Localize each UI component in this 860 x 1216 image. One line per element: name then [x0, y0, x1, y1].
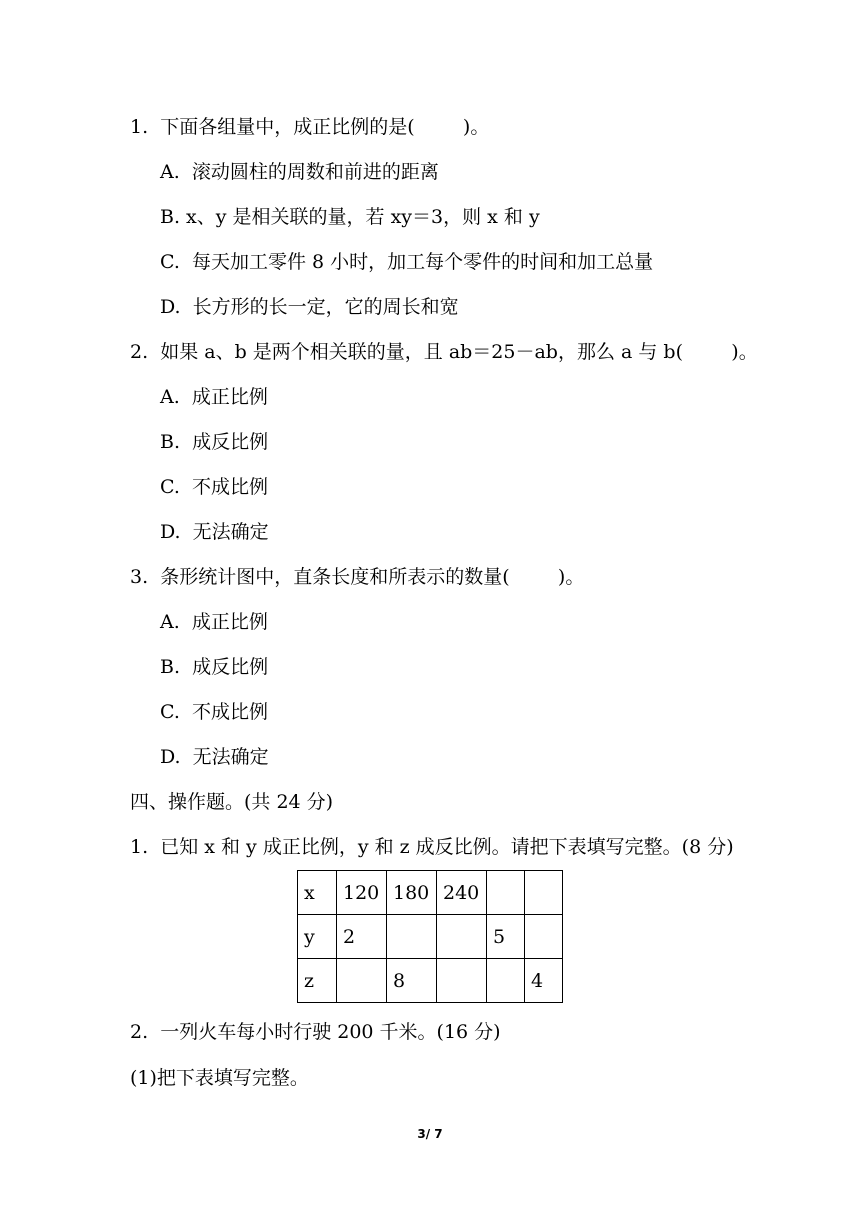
- table-cell: 2: [337, 915, 387, 959]
- question-1-option-b: B. x、y 是相关联的量，若 xy＝3，则 x 和 y: [160, 206, 540, 228]
- question-3-option-c: C. 不成比例: [160, 701, 268, 723]
- table-row-z: [298, 959, 563, 1003]
- operation-2-subquestion-1: (1)把下表填写完整。: [130, 1067, 309, 1089]
- question-1-stem: 1. 下面各组量中，成正比例的是( )。: [130, 116, 490, 138]
- page-number: 3/ 7: [417, 1127, 443, 1141]
- table-cell-blank[interactable]: [437, 915, 487, 959]
- question-2-stem: 2. 如果 a、b 是两个相关联的量，且 ab＝25－ab，那么 a 与 b( )。: [130, 341, 758, 363]
- table-cell: x: [298, 871, 337, 915]
- table-cell: 180: [387, 871, 437, 915]
- table-cell: y: [298, 915, 337, 959]
- table-cell: 240: [437, 871, 487, 915]
- question-3-option-d: D. 无法确定: [160, 746, 269, 768]
- table-cell-blank[interactable]: [487, 959, 525, 1003]
- question-1-option-d: D. 长方形的长一定，它的周长和宽: [160, 296, 459, 318]
- table-cell-blank[interactable]: [487, 871, 525, 915]
- question-1-option-a: A. 滚动圆柱的周数和前进的距离: [160, 161, 439, 183]
- table-cell: 8: [387, 959, 437, 1003]
- question-3-option-b: B. 成反比例: [160, 656, 269, 678]
- operation-1-stem: 1. 已知 x 和 y 成正比例，y 和 z 成反比例。请把下表填写完整。(8 分): [130, 836, 734, 858]
- table-cell: z: [298, 959, 337, 1003]
- table-row-x: [298, 871, 563, 915]
- question-2-option-d: D. 无法确定: [160, 521, 269, 543]
- table-cell: 4: [525, 959, 563, 1003]
- table-cell-blank[interactable]: [387, 915, 437, 959]
- question-3-stem: 3. 条形统计图中，直条长度和所表示的数量( )。: [130, 566, 585, 588]
- question-2-option-a: A. 成正比例: [160, 386, 268, 408]
- table-cell: 5: [487, 915, 525, 959]
- question-2-option-c: C. 不成比例: [160, 476, 268, 498]
- table-row-y: [298, 915, 563, 959]
- xyz-table: [297, 870, 563, 1003]
- table-cell: 120: [337, 871, 387, 915]
- question-1-option-c: C. 每天加工零件 8 小时，加工每个零件的时间和加工总量: [160, 251, 654, 273]
- question-3-option-a: A. 成正比例: [160, 611, 268, 633]
- question-2-option-b: B. 成反比例: [160, 431, 269, 453]
- operation-2-stem: 2. 一列火车每小时行驶 200 千米。(16 分): [130, 1021, 501, 1043]
- table-cell-blank[interactable]: [525, 871, 563, 915]
- table-cell-blank[interactable]: [525, 915, 563, 959]
- section-4-title: 四、操作题。(共 24 分): [130, 791, 334, 813]
- table-cell-blank[interactable]: [337, 959, 387, 1003]
- table-cell-blank[interactable]: [437, 959, 487, 1003]
